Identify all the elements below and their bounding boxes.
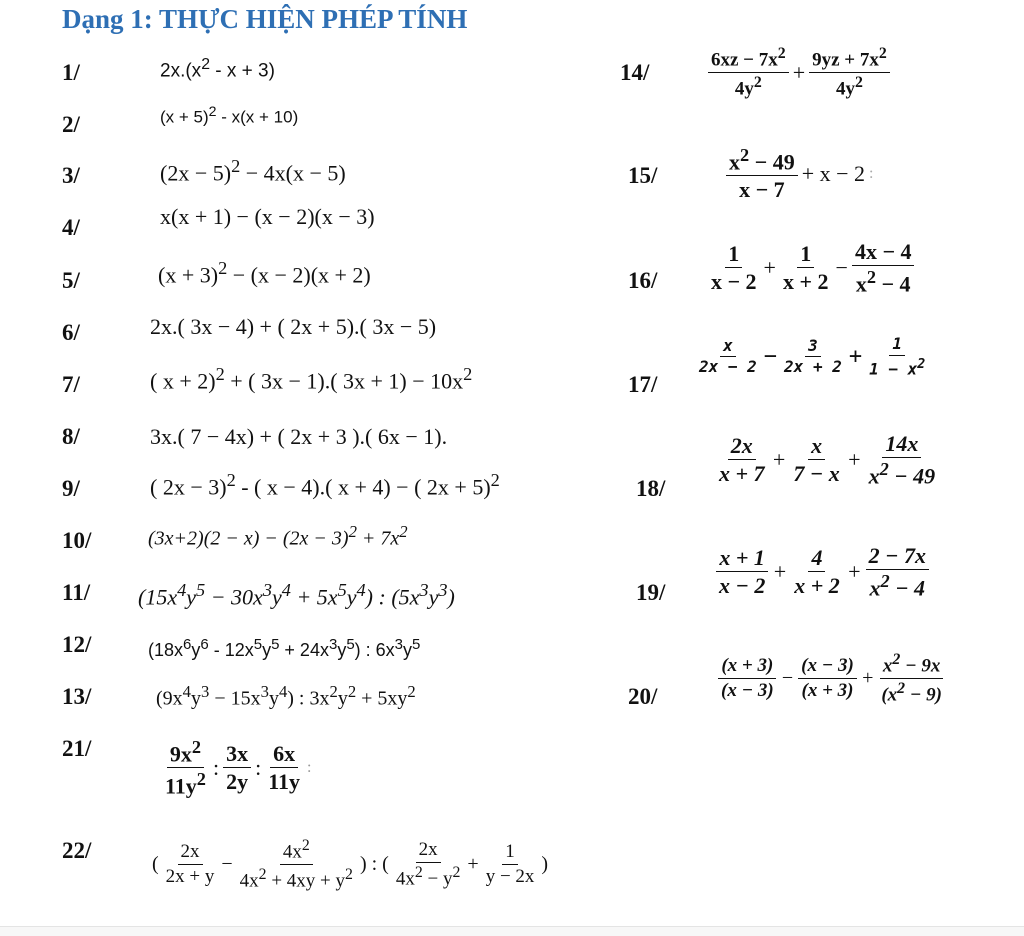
problem-number: 8/ [62, 424, 80, 449]
problem-number: 11/ [62, 580, 91, 605]
problem-number: 6/ [62, 320, 80, 345]
problem-number: 15/ [628, 163, 658, 188]
expression-15: $\frac{x^2 - 49}{x - 7}$ + x − 2 : [724, 146, 876, 202]
problem-number: 21/ [62, 736, 92, 761]
problem-number: 16/ [628, 268, 658, 293]
problem-number: 9/ [62, 476, 80, 501]
problem-number: 20/ [628, 684, 658, 709]
expression-17: $\frac{x}{2x - 2}$ − $\frac{3}{2x + 2}$ + $\frac{1}{1 - x^2}$ [699, 334, 926, 379]
problem-number: 3/ [62, 163, 80, 188]
problem-number: 12/ [62, 632, 92, 657]
expression-4: x(x + 1) − (x − 2)(x − 3) [160, 204, 375, 229]
problem-number: 14/ [620, 60, 650, 85]
expression-8: 3x.( 7 − 4x) + ( 2x + 3 ).( 6x − 1). [150, 424, 448, 449]
problem-number: 17/ [628, 372, 658, 397]
problem-number: 7/ [62, 372, 80, 397]
expression-12: $(18x^6y^6 - 12x^5y^5 + 24x^3y^5)$ : $6x^3y^5$ [148, 636, 421, 660]
expression-5: $(x + 3)^2 - (x - 2)(x + 2)$ [158, 258, 371, 288]
problem-number: 19/ [636, 580, 666, 605]
problem-number: 5/ [62, 268, 80, 293]
expression-19: $\frac{x + 1}{x - 2}$ + $\frac{4}{x + 2}$ + $\frac{2 - 7x}{x^2 - 4}$ [714, 544, 931, 600]
problem-number: 18/ [636, 476, 666, 501]
expression-18: $\frac{2x}{x + 7}$ + $\frac{x}{7 - x}$ + $\frac{14x}{x^2 - 49}$ [719, 431, 936, 489]
problem-number: 4/ [62, 215, 80, 240]
problem-number: 10/ [62, 528, 92, 553]
expression-13: $(9x^4y^3 - 15x^3y^4)$ : $3x^2y^2 + 5xy^2$ [156, 682, 416, 710]
expression-3: $(2x - 5)^2 - 4x(x - 5)$ [160, 156, 346, 186]
expression-21: $\frac{9x^2}{11y^2}$ : $\frac{3x}{2y}$ : $\frac{6x}{11y}$ : [165, 737, 312, 799]
expression-22: ( $\frac{2x}{2x + y}$ − $\frac{4x^2}{4x^2 + 4xy + y^2}$ ) : ( $\frac{2x}{4x^2 - y^2}$ + $\frac{1}{y - 2x}$ ) [152, 837, 549, 892]
expression-20: $\frac{(x + 3)}{(x - 3)}$ − $\frac{(x - 3)}{(x + 3)}$ + $\frac{x^2 - 9x}{(x^2 - 9)}$ [716, 652, 947, 706]
problem-number: 1/ [62, 60, 80, 85]
expression-7: ( x + 2)$^2$ + ( 3x − 1).( $3x + 1) - 10x^2$ [150, 364, 473, 394]
expression-1: $2x.(x^2 - x + 3)$ [160, 56, 275, 82]
problem-number: 13/ [62, 684, 92, 709]
expression-10: $(3x+2)(2 - x) - (2x - 3)^2 + 7x^2$ [148, 522, 408, 550]
expression-11: $(15x^4y^5 - 30x^3y^4 + 5x^5y^4)$ : $(5x^3y^3)$ [138, 580, 455, 610]
expression-6: 2x.( 3x − 4) + ( 2x + 5).( 3x − 5) [150, 314, 437, 339]
expression-9: ( 2x − 3)$^2$ - ( x − 4).( x + 4) − ( 2x + 5)$^2$ [150, 470, 500, 500]
expression-16: $\frac{1}{x - 2}$ + $\frac{1}{x + 2}$ − $\frac{4x - 4}{x^2 - 4}$ [706, 240, 916, 296]
page-bottom-shade [0, 927, 1024, 936]
problem-number: 2/ [62, 112, 80, 137]
page-title: Dạng 1: THỰC HIỆN PHÉP TÍNH [62, 4, 468, 34]
problem-number: 22/ [62, 838, 92, 863]
expression-2: $(x + 5)^2 - x(x + 10)$ [160, 104, 299, 127]
expression-14: $\frac{6xz - 7x^2}{4y^2}$ + $\frac{9yz + 7x^2}{4y^2}$ [706, 46, 892, 100]
